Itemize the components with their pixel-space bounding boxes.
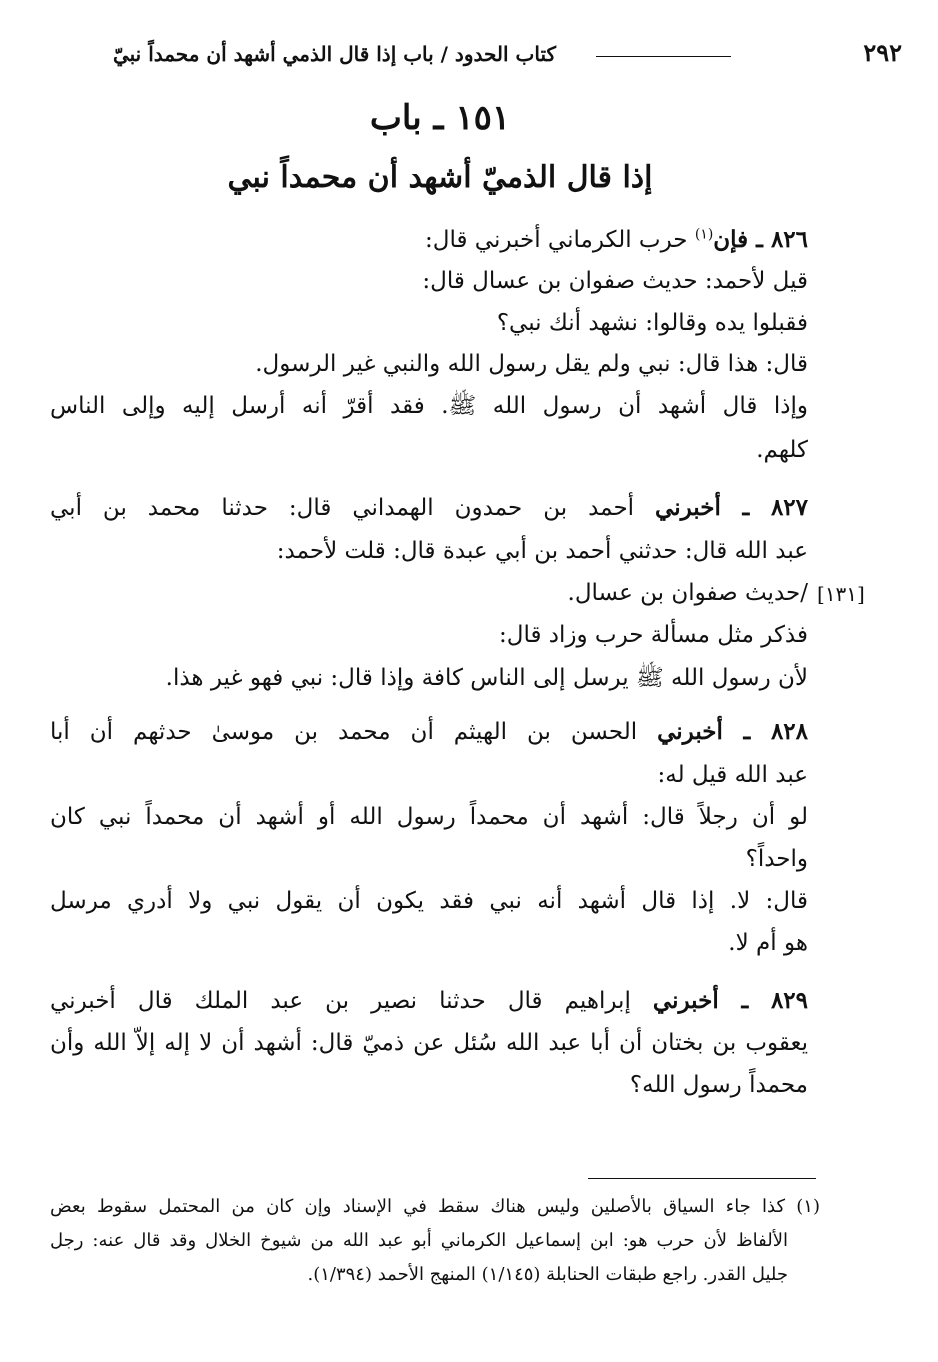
footnote-line-3: جليل القدر. راجع طبقات الحنابلة (١/١٤٥) المنهج الأحمد (١/٣٩٤). bbox=[307, 1264, 788, 1285]
narration-text: إبراهيم قال حدثنا نصير بن عبد الملك قال أخبرني bbox=[50, 988, 631, 1014]
narration-827-number: ٨٢٧ ـ أخبرني bbox=[655, 494, 808, 521]
narration-text: الحسن بن الهيثم أن محمد بن موسىٰ حدثهم أن أبا bbox=[50, 719, 638, 745]
narration-829-line-1 bbox=[50, 987, 808, 1014]
running-title: كتاب الحدود / باب إذا قال الذمي أشهد أن محمداً نبيّ bbox=[112, 42, 556, 66]
header-rule bbox=[596, 56, 731, 57]
page-number: ٢٩٢ bbox=[863, 38, 902, 67]
narration-828-number: ٨٢٨ ـ أخبرني bbox=[657, 718, 808, 745]
footnote-line-2: الألفاظ لأن حرب هو: ابن إسماعيل الكرماني أبو عبد الله من شيوخ الخلال وقد قال عنه: رجل bbox=[50, 1230, 788, 1251]
manuscript-folio-marker: [١٣١] bbox=[817, 582, 865, 606]
footnote-ref: (١) bbox=[694, 226, 714, 243]
running-header bbox=[36, 38, 902, 72]
narration-828-line-4: واحداً؟ bbox=[745, 846, 808, 872]
footnote-rule bbox=[588, 1178, 816, 1179]
narration-828-line-6: هو أم لا. bbox=[728, 930, 808, 956]
narration-829-number: ٨٢٩ ـ أخبرني bbox=[652, 987, 809, 1014]
narration-828-line-5: قال: لا. إذا قال أشهد أنه نبي فقد يكون أن يقول نبي ولا أدري مرسل bbox=[50, 888, 808, 914]
narration-826-line-4: قال: هذا قال: نبي ولم يقل رسول الله والنبي غير الرسول. bbox=[255, 351, 808, 377]
narration-827-line-1 bbox=[50, 494, 808, 521]
narration-text: حرب الكرماني أخبرني قال: bbox=[425, 227, 688, 253]
narration-827-line-3: /حديث صفوان بن عسال. bbox=[567, 580, 808, 606]
narration-827-line-5: لأن رسول الله ﷺ يرسل إلى الناس كافة وإذا قال: نبي فهو غير هذا. bbox=[165, 665, 808, 691]
chapter-number: ١٥١ ـ باب bbox=[369, 98, 511, 138]
narration-828-line-1 bbox=[50, 718, 808, 745]
footnote-line-1: (١) كذا جاء السياق بالأصلين وليس هناك سقط في الإسناد وإن كان من المحتمل سقوط بعض bbox=[50, 1196, 820, 1217]
narration-829-line-2: يعقوب بن بختان أن أبا عبد الله سُئل عن ذميّ قال: أشهد أن لا إله إلاّ الله وأن bbox=[50, 1030, 808, 1056]
narration-828-line-3: لو أن رجلاً قال: أشهد أن محمداً رسول الله أو أشهد أن محمداً نبي كان bbox=[50, 804, 808, 830]
narration-826-line-5: وإذا قال أشهد أن رسول الله ﷺ. فقد أقرّ أنه أرسل إليه وإلى الناس bbox=[50, 393, 808, 419]
narration-826-line-3: فقبلوا يده وقالوا: نشهد أنك نبي؟ bbox=[496, 310, 808, 336]
narration-826-number: ٨٢٦ ـ فإن bbox=[713, 226, 808, 253]
narration-829-line-3: محمداً رسول الله؟ bbox=[629, 1072, 808, 1098]
narration-827-line-4: فذكر مثل مسألة حرب وزاد قال: bbox=[499, 622, 808, 648]
narration-827-line-2: عبد الله قال: حدثني أحمد بن أبي عبدة قال: قلت لأحمد: bbox=[276, 538, 808, 564]
narration-826-line-2: قيل لأحمد: حديث صفوان بن عسال قال: bbox=[422, 268, 808, 294]
narration-828-line-2: عبد الله قيل له: bbox=[657, 762, 808, 788]
chapter-title: إذا قال الذميّ أشهد أن محمداً نبي bbox=[227, 160, 653, 195]
narration-826-line-6: كلهم. bbox=[756, 437, 808, 463]
narration-826-line-1 bbox=[425, 226, 808, 253]
narration-text: أحمد بن حمدون الهمداني قال: حدثنا محمد بن أبي bbox=[50, 495, 635, 521]
